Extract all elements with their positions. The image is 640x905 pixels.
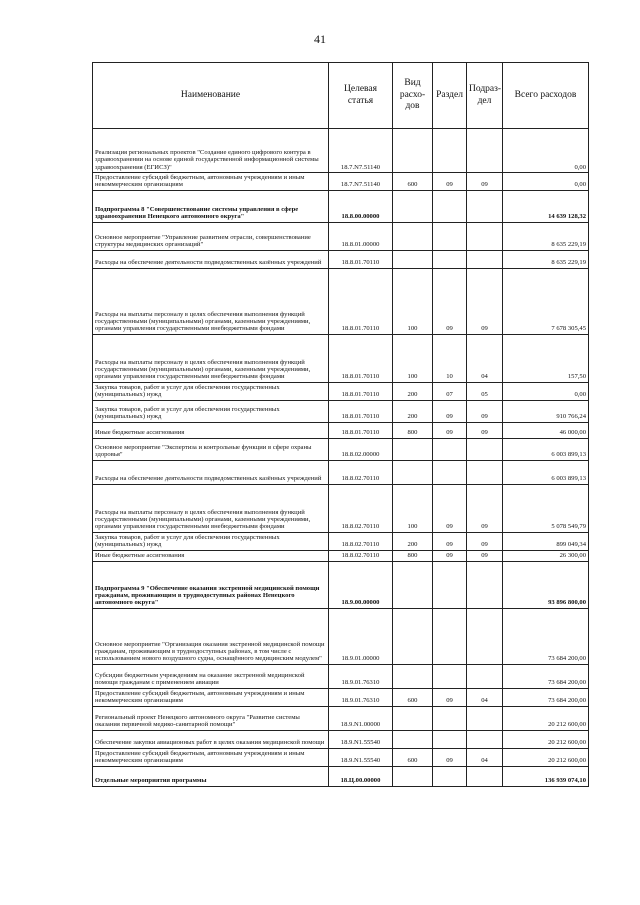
- row-section: 07: [433, 382, 467, 400]
- header-section: Раздел: [433, 63, 467, 129]
- table-row: [93, 766, 589, 786]
- table-row: [93, 608, 589, 664]
- row-total: 20 212 600,00: [503, 748, 589, 766]
- row-subsection: 04: [467, 334, 503, 382]
- row-kind: [393, 608, 433, 664]
- row-total: 14 639 128,32: [503, 190, 589, 222]
- row-total: 26 300,00: [503, 550, 589, 561]
- row-total: 20 212 600,00: [503, 730, 589, 748]
- table-row: [93, 688, 589, 706]
- row-section: 09: [433, 400, 467, 422]
- row-total: 7 678 305,45: [503, 268, 589, 334]
- row-section: [433, 250, 467, 268]
- header-name: Наименование: [93, 63, 329, 129]
- table-row: [93, 730, 589, 748]
- row-article: 18.8.01.70110: [329, 382, 393, 400]
- row-section: 09: [433, 550, 467, 561]
- row-article: 18.9.01.00000: [329, 608, 393, 664]
- row-subsection: 09: [467, 268, 503, 334]
- row-subsection: 04: [467, 748, 503, 766]
- row-subsection: [467, 561, 503, 608]
- row-subsection: [467, 222, 503, 250]
- table-row: [93, 664, 589, 688]
- row-kind: 600: [393, 688, 433, 706]
- row-total: 73 684 200,00: [503, 664, 589, 688]
- row-kind: [393, 561, 433, 608]
- row-name: Обеспечение закупки авиационных работ в целях оказания медицинской помощи: [93, 730, 329, 748]
- row-total: 20 212 600,00: [503, 706, 589, 730]
- row-article: 18.8.01.00000: [329, 222, 393, 250]
- row-section: [433, 438, 467, 460]
- row-total: 136 939 074,10: [503, 766, 589, 786]
- row-kind: 800: [393, 550, 433, 561]
- row-name: Основное мероприятие "Экспертиза и контрольные функции в сфере охраны здоровья": [93, 438, 329, 460]
- row-total: 0,00: [503, 129, 589, 173]
- table-row: [93, 334, 589, 382]
- row-section: 09: [433, 532, 467, 550]
- table-row: [93, 460, 589, 484]
- row-total: 8 635 229,19: [503, 222, 589, 250]
- row-article: 18.8.01.70110: [329, 334, 393, 382]
- row-total: 6 003 899,13: [503, 460, 589, 484]
- table-row: [93, 190, 589, 222]
- row-kind: [393, 766, 433, 786]
- row-name: Расходы на обеспечение деятельности подведомственных казённых учреждений: [93, 460, 329, 484]
- table-row: [93, 532, 589, 550]
- row-name: Закупка товаров, работ и услуг для обеспечения государственных (муниципальных) нужд: [93, 382, 329, 400]
- header-kind: Вид расхо-дов: [393, 63, 433, 129]
- table-row: [93, 382, 589, 400]
- row-section: [433, 766, 467, 786]
- row-kind: [393, 190, 433, 222]
- row-section: [433, 608, 467, 664]
- row-kind: 100: [393, 334, 433, 382]
- header-subsection: Подраз-дел: [467, 63, 503, 129]
- row-kind: 200: [393, 382, 433, 400]
- row-article: 18.8.02.70110: [329, 550, 393, 561]
- row-total: 6 003 899,13: [503, 438, 589, 460]
- row-article: 18.8.01.70110: [329, 268, 393, 334]
- header-article: Целевая статья: [329, 63, 393, 129]
- table-row: [93, 484, 589, 532]
- row-subsection: 09: [467, 400, 503, 422]
- row-kind: [393, 664, 433, 688]
- row-name: Основное мероприятие "Управление развитием отрасли, совершенствование структуры медицинских организаций": [93, 222, 329, 250]
- row-name: Подпрограмма 8 "Совершенствование системы управления в сфере здравоохранения Ненецкого автономного округа": [93, 190, 329, 222]
- row-section: [433, 129, 467, 173]
- row-total: 0,00: [503, 173, 589, 191]
- row-total: 46 000,00: [503, 422, 589, 438]
- row-name: Предоставление субсидий бюджетным, автономным учреждениям и иным некоммерческим организациям: [93, 688, 329, 706]
- row-article: 18.8.01.70110: [329, 422, 393, 438]
- row-total: 93 896 800,00: [503, 561, 589, 608]
- row-total: 910 766,24: [503, 400, 589, 422]
- row-name: Основное мероприятие "Организация оказания экстренной медицинской помощи гражданам, проживающим в труднодоступных районах, в том числе с использованием нового воздушного судна, оснащённого медицинским модулем": [93, 608, 329, 664]
- row-subsection: 09: [467, 550, 503, 561]
- row-subsection: 09: [467, 173, 503, 191]
- table-row: [93, 748, 589, 766]
- row-name: Подпрограмма 9 "Обеспечение оказания экстренной медицинской помощи гражданам, проживающим в труднодоступных районах Ненецкого автономного округа": [93, 561, 329, 608]
- row-subsection: [467, 766, 503, 786]
- row-article: 18.8.00.00000: [329, 190, 393, 222]
- row-subsection: 09: [467, 532, 503, 550]
- row-total: 73 684 200,00: [503, 608, 589, 664]
- row-article: 18.9.N1.00000: [329, 706, 393, 730]
- table-row: [93, 129, 589, 173]
- row-article: 18.8.02.70110: [329, 460, 393, 484]
- row-article: 18.Ц.00.00000: [329, 766, 393, 786]
- row-name: Субсидии бюджетным учреждениям на оказание экстренной медицинской помощи гражданам с применением авиации: [93, 664, 329, 688]
- row-name: Предоставление субсидий бюджетным, автономным учреждениям и иным некоммерческим организациям: [93, 748, 329, 766]
- row-name: Иные бюджетные ассигнования: [93, 422, 329, 438]
- row-section: 09: [433, 748, 467, 766]
- row-section: [433, 561, 467, 608]
- row-subsection: [467, 250, 503, 268]
- row-kind: [393, 222, 433, 250]
- row-kind: 100: [393, 484, 433, 532]
- row-name: Иные бюджетные ассигнования: [93, 550, 329, 561]
- table-row: [93, 561, 589, 608]
- row-article: 18.9.N1.55540: [329, 748, 393, 766]
- row-article: 18.8.01.70110: [329, 400, 393, 422]
- row-section: 09: [433, 268, 467, 334]
- row-section: [433, 730, 467, 748]
- row-subsection: [467, 608, 503, 664]
- row-name: Реализация региональных проектов "Создание единого цифрового контура в здравоохранении на основе единой государственной информационной системы здравоохранения (ЕГИСЗ)": [93, 129, 329, 173]
- row-kind: 600: [393, 173, 433, 191]
- row-subsection: [467, 664, 503, 688]
- row-name: Предоставление субсидий бюджетным, автономным учреждениям и иным некоммерческим организациям: [93, 173, 329, 191]
- table-header-row: [93, 63, 589, 129]
- row-kind: 200: [393, 400, 433, 422]
- table-row: [93, 422, 589, 438]
- row-subsection: 09: [467, 422, 503, 438]
- row-section: [433, 706, 467, 730]
- page-number: 41: [314, 32, 326, 46]
- budget-table: [92, 62, 589, 787]
- row-kind: [393, 129, 433, 173]
- table-body: [93, 129, 589, 787]
- row-total: 8 635 229,19: [503, 250, 589, 268]
- row-article: 18.8.02.70110: [329, 484, 393, 532]
- row-section: 10: [433, 334, 467, 382]
- row-name: Закупка товаров, работ и услуг для обеспечения государственных (муниципальных) нужд: [93, 400, 329, 422]
- row-article: 18.7.N7.51140: [329, 129, 393, 173]
- row-section: [433, 190, 467, 222]
- row-subsection: [467, 190, 503, 222]
- row-kind: [393, 438, 433, 460]
- row-subsection: 05: [467, 382, 503, 400]
- row-total: 0,00: [503, 382, 589, 400]
- row-article: 18.8.02.70110: [329, 532, 393, 550]
- row-subsection: [467, 129, 503, 173]
- row-section: 09: [433, 688, 467, 706]
- row-name: Расходы на выплаты персоналу в целях обеспечения выполнения функций государственными (муниципальными) органами, казенными учреждениями, органами управления государственными внебюджетными фондами: [93, 334, 329, 382]
- row-total: 73 684 200,00: [503, 688, 589, 706]
- row-section: 09: [433, 173, 467, 191]
- row-name: Отдельные мероприятия программы: [93, 766, 329, 786]
- table-row: [93, 250, 589, 268]
- row-article: 18.9.N1.55540: [329, 730, 393, 748]
- row-article: 18.9.00.00000: [329, 561, 393, 608]
- row-kind: 800: [393, 422, 433, 438]
- row-kind: [393, 706, 433, 730]
- row-article: 18.7.N7.51140: [329, 173, 393, 191]
- table-row: [93, 173, 589, 191]
- table-row: [93, 222, 589, 250]
- table-row: [93, 706, 589, 730]
- row-name: Расходы на выплаты персоналу в целях обеспечения выполнения функций государственными (муниципальными) органами, казенными учреждениями, органами управления государственными внебюджетными фондами: [93, 484, 329, 532]
- row-name: Региональный проект Ненецкого автономного округа "Развитие системы оказания первичной медико-санитарной помощи": [93, 706, 329, 730]
- row-name: Расходы на выплаты персоналу в целях обеспечения выполнения функций государственными (муниципальными) органами, казенными учреждениями, органами управления государственными внебюджетными фондами: [93, 268, 329, 334]
- row-name: Закупка товаров, работ и услуг для обеспечения государственных (муниципальных) нужд: [93, 532, 329, 550]
- table-row: [93, 438, 589, 460]
- row-total: 5 078 549,79: [503, 484, 589, 532]
- table-row: [93, 268, 589, 334]
- row-section: 09: [433, 484, 467, 532]
- row-kind: 100: [393, 268, 433, 334]
- row-section: [433, 460, 467, 484]
- row-kind: [393, 460, 433, 484]
- table-row: [93, 400, 589, 422]
- row-name: Расходы на обеспечение деятельности подведомственных казённых учреждений: [93, 250, 329, 268]
- row-subsection: [467, 706, 503, 730]
- row-kind: 200: [393, 532, 433, 550]
- row-section: [433, 664, 467, 688]
- row-article: 18.9.01.76310: [329, 688, 393, 706]
- row-section: 09: [433, 422, 467, 438]
- row-kind: [393, 250, 433, 268]
- header-total: Всего расходов: [503, 63, 589, 129]
- row-total: 157,50: [503, 334, 589, 382]
- table-row: [93, 550, 589, 561]
- row-article: 18.9.01.76310: [329, 664, 393, 688]
- row-section: [433, 222, 467, 250]
- row-subsection: 04: [467, 688, 503, 706]
- row-subsection: [467, 460, 503, 484]
- row-kind: [393, 730, 433, 748]
- row-kind: 600: [393, 748, 433, 766]
- row-subsection: [467, 730, 503, 748]
- row-article: 18.8.01.70110: [329, 250, 393, 268]
- row-subsection: [467, 438, 503, 460]
- row-subsection: 09: [467, 484, 503, 532]
- row-article: 18.8.02.00000: [329, 438, 393, 460]
- row-total: 899 049,34: [503, 532, 589, 550]
